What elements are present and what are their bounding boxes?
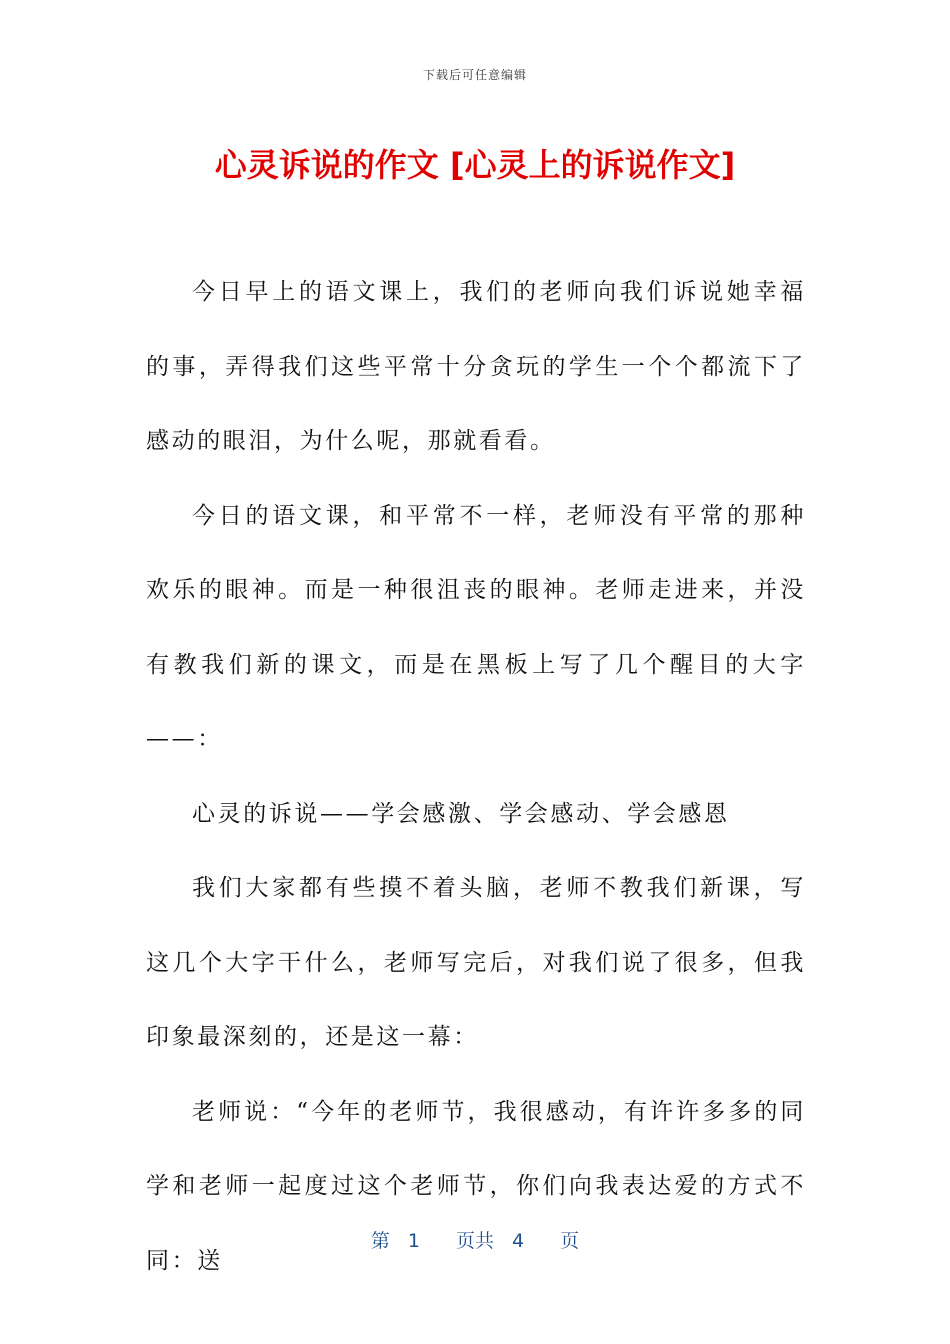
header-note: 下载后可任意编辑 xyxy=(422,68,527,82)
page-total: 4 xyxy=(512,1230,525,1252)
paragraph-3: 心灵的诉说——学会感激、学会感动、学会感恩 xyxy=(192,800,730,827)
page-mid: 页共 xyxy=(455,1230,494,1252)
document-body xyxy=(146,255,806,1298)
paragraph-5: 老师说：“今年的老师节，我很感动，有许许多多的同学和老师一起度过这个老师节，你们向我表达爱的方式不同：送 xyxy=(146,1098,806,1274)
paragraph-1: 今日早上的语文课上，我们的老师向我们诉说她幸福的事，弄得我们这些平常十分贪玩的学生一个个都流下了感动的眼泪，为什么呢，那就看看。 xyxy=(146,279,806,454)
page-suffix: 页 xyxy=(560,1230,580,1252)
page-current: 1 xyxy=(407,1230,420,1252)
paragraph-2: 今日的语文课，和平常不一样，老师没有平常的那种欢乐的眼神。而是一种很沮丧的眼神。老师走进来，并没有教我们新的课文，而是在黑板上写了几个醒目的大字——： xyxy=(146,502,806,752)
document-title: 心灵诉说的作文 [心灵上的诉说作文] xyxy=(214,146,736,184)
page-prefix: 第 xyxy=(370,1230,390,1252)
page-footer xyxy=(0,1226,950,1253)
paragraph-4: 我们大家都有些摸不着头脑，老师不教我们新课，写这几个大字干什么，老师写完后，对我们说了很多，但我印象最深刻的，还是这一幕： xyxy=(146,875,806,1050)
